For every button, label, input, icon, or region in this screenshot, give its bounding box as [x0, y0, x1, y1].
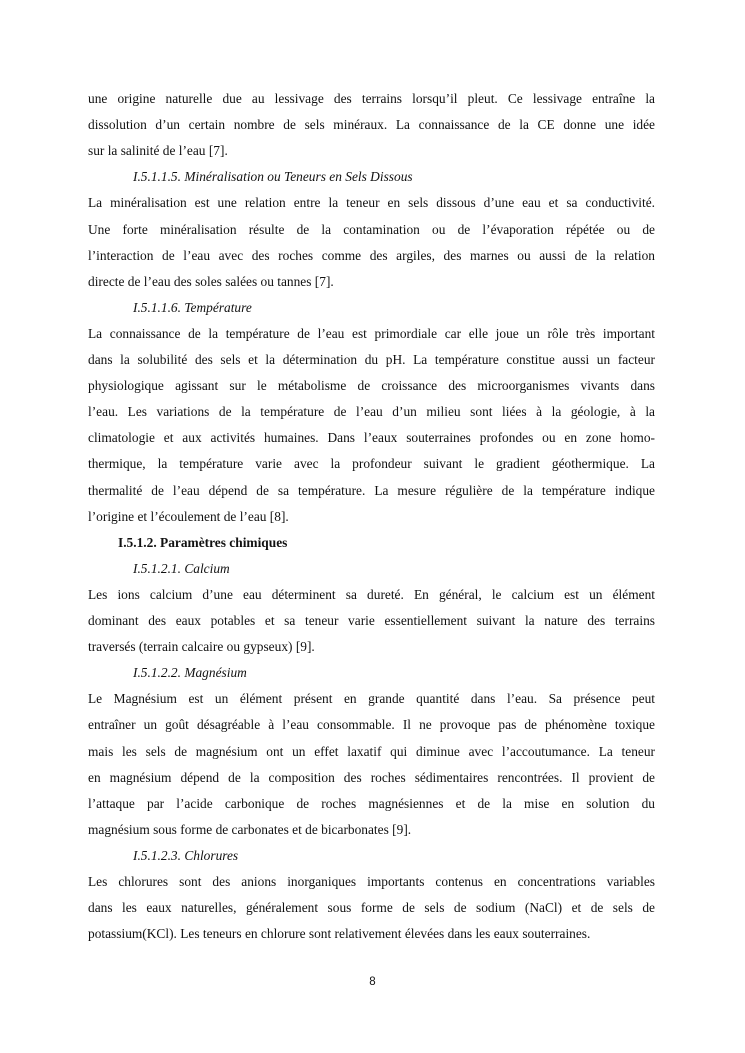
page-number: 8	[369, 976, 376, 988]
body-text-line: dans les eaux naturelles, généralement sous forme de sels de sodium (NaCl) et de sels de	[88, 900, 655, 916]
section-heading: I.5.1.2.1. Calcium	[133, 560, 230, 576]
body-text-line: dominant des eaux potables et sa teneur varie essentiellement suivant la nature des terrains	[88, 613, 655, 628]
section-heading: I.5.1.1.5. Minéralisation ou Teneurs en Sels Dissous	[133, 169, 413, 185]
body-text-line: Les chlorures sont des anions inorganiques importants contenus en concentrations variables	[88, 874, 655, 889]
body-text-line: traversés (terrain calcaire ou gypseux) [9].	[88, 639, 315, 655]
body-text-line: thermique, la température varie avec la profondeur suivant le gradient géothermique. La	[88, 456, 655, 472]
body-text-line: l’attaque par l’acide carbonique de roches magnésiennes et de la mise en solution du	[88, 795, 655, 811]
body-text-line: La connaissance de la température de l’eau est primordiale car elle joue un rôle très important	[88, 325, 655, 341]
body-text-line: mais les sels de magnésium ont un effet laxatif qui diminue avec l’accoutumance. La teneur	[88, 743, 655, 759]
body-text-line: climatologie et aux activités humaines. Dans l’eaux souterraines profondes ou en zone homo-	[88, 430, 655, 446]
body-text-line: physiologique agissant sur le métabolisme de croissance des microorganismes vivants dans	[88, 378, 655, 394]
body-text-line: dans la solubilité des sels et la détermination du pH. La température constitue aussi un facteur	[88, 352, 655, 367]
body-text-line: sur la salinité de l’eau [7].	[88, 143, 228, 159]
section-heading: I.5.1.2.3. Chlorures	[133, 847, 239, 863]
body-text-line: Les ions calcium d’une eau déterminent sa dureté. En général, le calcium est un élément	[88, 586, 655, 602]
body-text-line: La minéralisation est une relation entre la teneur en sels dissous d’une eau et sa conductivité.	[88, 195, 655, 211]
body-text-line: en magnésium dépend de la composition des roches sédimentaires rencontrées. Il provient de	[88, 769, 655, 785]
body-text-line: l’eau. Les variations de la température de l’eau d’un milieu sont liées à la géologie, à la	[88, 404, 655, 420]
body-text-line: dissolution d’un certain nombre de sels minéraux. La connaissance de la CE donne une idée	[88, 117, 655, 133]
section-heading: I.5.1.1.6. Température	[133, 299, 252, 315]
body-text-line: magnésium sous forme de carbonates et de bicarbonates [9].	[88, 821, 412, 837]
body-text-line: Le Magnésium est un élément présent en grande quantité dans l’eau. Sa présence peut	[88, 691, 655, 707]
body-text-line: l’origine et l’écoulement de l’eau [8].	[88, 508, 289, 524]
body-text-line: potassium(KCl). Les teneurs en chlorure sont relativement élevées dans les eaux souterraines.	[88, 926, 591, 942]
body-text-line: thermalité de l’eau dépend de sa température. La mesure régulière de la température indique	[88, 482, 655, 498]
body-text-line: une origine naturelle due au lessivage des terrains lorsqu’il pleut. Ce lessivage entraîne la	[88, 91, 655, 106]
section-heading: I.5.1.2.2. Magnésium	[133, 665, 247, 681]
body-text-line: l’interaction de l’eau avec des roches comme des argiles, des marnes ou aussi de la relation	[88, 247, 655, 263]
body-text-line: Une forte minéralisation résulte de la contamination ou de l’évaporation répétée ou de	[88, 221, 655, 237]
body-text-line: directe de l’eau des soles salées ou tannes [7].	[88, 273, 334, 289]
body-text-line: entraîner un goût désagréable à l’eau consommable. Il ne provoque pas de phénomène toxique	[88, 717, 655, 733]
section-heading: I.5.1.2. Paramètres chimiques	[118, 534, 288, 550]
